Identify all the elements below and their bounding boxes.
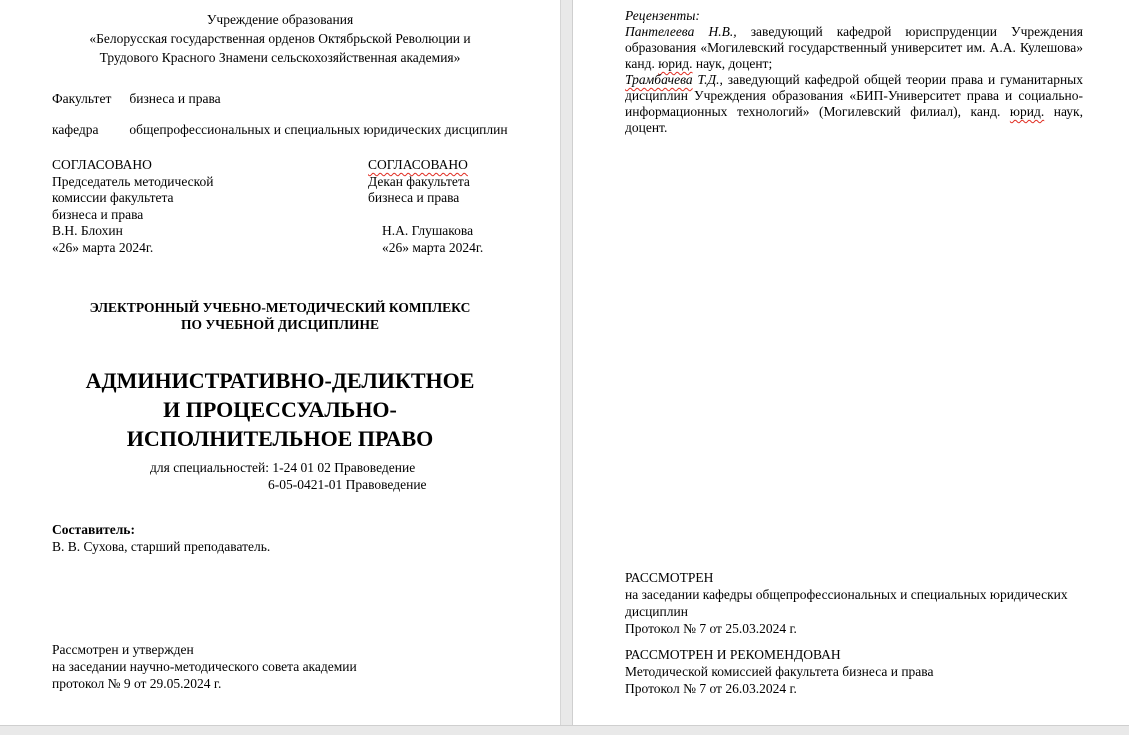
reviewer-1-misspelled-word: юрид. <box>658 56 693 71</box>
reviewers-label: Рецензенты: <box>625 8 700 23</box>
reviewer-2-paragraph <box>625 72 1083 136</box>
approval-date: «26» марта 2024г. <box>382 239 484 255</box>
approval-line: Декан факультета <box>368 173 470 189</box>
reviewer-2-initials: Т.Д., <box>692 72 723 87</box>
approval-title-misspelled: СОГЛАСОВАНО <box>368 157 468 172</box>
recommended-protocol: Протокол № 7 от 26.03.2024 г. <box>625 681 797 696</box>
reviewer-2-misspelled-word: юрид. <box>1009 104 1045 119</box>
blank-line <box>368 207 518 224</box>
institution-line: Трудового Красного Знамени сельскохозяйственная академия» <box>99 50 461 65</box>
page-divider <box>560 0 573 725</box>
title-line: ИСПОЛНИТЕЛЬНОЕ ПРАВО <box>126 426 434 451</box>
faculty-row <box>52 90 522 107</box>
institution-line: Учреждение образования <box>206 12 354 27</box>
specialty-row <box>150 459 490 476</box>
title-line: И ПРОЦЕССУАЛЬНО- <box>163 397 397 422</box>
emk-subtitle <box>52 300 508 333</box>
specialty-code: 6-05-0421-01 Правоведение <box>268 477 427 492</box>
reviewer-2-text: заведующий кафедрой общей теории права и гуманитарных дисциплин Учреждения образования «БИП-Университет права и социально-информационных технологий» (Могилевский филиал), канд. <box>625 72 1083 119</box>
reviewers-block <box>625 8 1083 136</box>
approval-block-right <box>368 157 518 256</box>
reviewer-1-name: Пантелеева Н.В., <box>625 24 737 39</box>
institution-line: «Белорусская государственная орденов Октябрьской Революции и <box>89 31 471 46</box>
approved-line: Рассмотрен и утвержден <box>52 642 194 657</box>
approval-line: Председатель методической <box>52 173 214 189</box>
reviewer-1-paragraph <box>625 24 1083 72</box>
institution-header <box>52 10 508 67</box>
approval-name: Н.А. Глушакова <box>382 223 474 238</box>
specialties-block <box>150 459 490 493</box>
considered-block <box>625 569 1115 637</box>
recommended-title: РАССМОТРЕН И РЕКОМЕНДОВАН <box>625 647 841 662</box>
approved-line: протокол № 9 от 29.05.2024 г. <box>52 676 222 691</box>
compiler-value: В. В. Сухова, старший преподаватель. <box>52 539 271 554</box>
reviewer-1-text: заведующий кафедрой юриспруденции Учреждения образования «Могилевский государственный университет им. А.А. Кулешова» канд. <box>625 24 1083 71</box>
subtitle-line: ЭЛЕКТРОННЫЙ УЧЕБНО-МЕТОДИЧЕСКИЙ КОМПЛЕКС <box>89 300 471 315</box>
recommended-line: Методической комиссией факультета бизнеса и права <box>625 664 934 679</box>
page-left[interactable] <box>0 0 560 725</box>
reviewer-2-surname-misspelled: Трамбачева <box>625 72 693 87</box>
approval-title: СОГЛАСОВАНО <box>52 157 152 172</box>
compiler-label: Составитель: <box>52 522 135 537</box>
department-value: общепрофессиональных и специальных юридических дисциплин <box>129 122 508 137</box>
approval-block-left <box>52 157 282 256</box>
view-bottom-edge <box>0 725 1129 735</box>
specialty-code: 1-24 01 02 Правоведение <box>272 460 416 475</box>
approval-name: В.Н. Блохин <box>52 223 123 238</box>
recommended-block <box>625 646 1115 697</box>
reviewer-1-text: наук, доцент; <box>692 56 773 71</box>
considered-title: РАССМОТРЕН <box>625 570 714 585</box>
considered-line: на заседании кафедры общепрофессиональных и специальных юридических дисциплин <box>625 587 1068 619</box>
department-row <box>52 121 522 138</box>
title-line: АДМИНИСТРАТИВНО-ДЕЛИКТНОЕ <box>85 368 475 393</box>
approved-line: на заседании научно-методического совета академии <box>52 659 357 674</box>
approval-date: «26» марта 2024г. <box>52 239 154 255</box>
approval-line: комиссии факультета <box>52 190 174 205</box>
page-right[interactable] <box>573 0 1129 725</box>
considered-protocol: Протокол № 7 от 25.03.2024 г. <box>625 621 797 636</box>
specialties-label: для специальностей: <box>150 460 270 475</box>
faculty-label: Факультет <box>52 91 112 106</box>
discipline-title <box>52 366 508 453</box>
reviewer-2-text: наук, доцент. <box>625 104 1083 135</box>
approved-block <box>52 641 472 692</box>
faculty-value: бизнеса и права <box>129 91 221 106</box>
department-label: кафедра <box>52 122 99 137</box>
approval-line: бизнеса и права <box>368 190 460 205</box>
subtitle-line: ПО УЧЕБНОЙ ДИСЦИПЛИНЕ <box>180 316 380 332</box>
compiler-block <box>52 521 452 555</box>
approval-line: бизнеса и права <box>52 206 144 222</box>
